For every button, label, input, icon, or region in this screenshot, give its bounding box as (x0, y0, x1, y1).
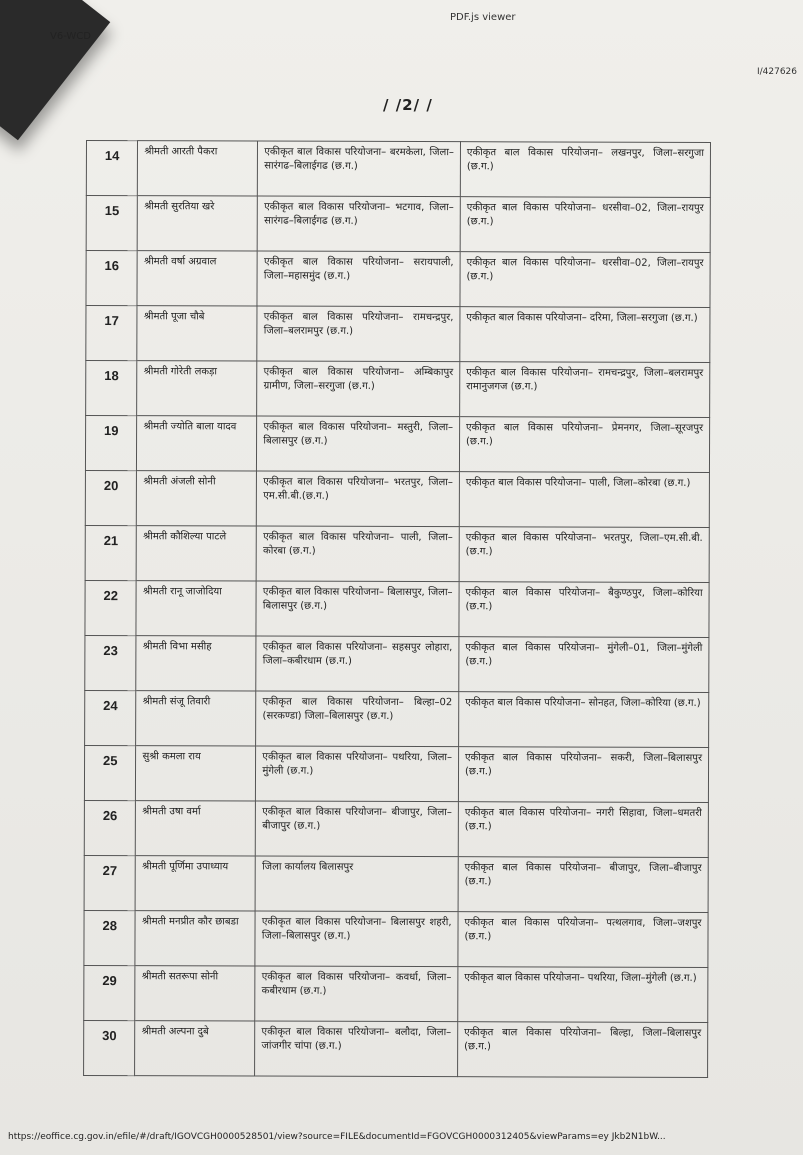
transfer-table (83, 140, 711, 1078)
new-posting: एकीकृत बाल विकास परियोजना– सकरी, जिला–बिलासपुर (छ.ग.) (458, 747, 708, 803)
serial-number: 26 (84, 800, 136, 855)
new-posting: एकीकृत बाल विकास परियोजना– नगरी सिहावा, जिला–धमतरी (छ.ग.) (458, 802, 708, 858)
serial-number: 30 (84, 1020, 136, 1075)
new-posting: एकीकृत बाल विकास परियोजना– मुंगेली–01, जिला–मुंगेली (छ.ग.) (459, 637, 709, 693)
serial-number: 25 (84, 745, 136, 800)
current-posting: एकीकृत बाल विकास परियोजना– बीजापुर, जिला–बीजापुर (छ.ग.) (256, 801, 459, 857)
current-posting: एकीकृत बाल विकास परियोजना– बलौदा, जिला–जांजगीर चांपा (छ.ग.) (255, 1021, 458, 1077)
table-row (86, 251, 710, 308)
table-row (85, 580, 709, 637)
table-row (86, 361, 710, 418)
current-posting: एकीकृत बाल विकास परियोजना– पथरिया, जिला–मुंगेली (छ.ग.) (256, 746, 459, 802)
employee-name: श्रीमती मनप्रीत कौर छाबडा (135, 911, 255, 966)
serial-number: 27 (84, 855, 136, 910)
page-number: / /2/ / (383, 96, 433, 114)
new-posting: एकीकृत बाल विकास परियोजना– सोनहत, जिला–कोरिया (छ.ग.) (459, 692, 709, 748)
new-posting: एकीकृत बाल विकास परियोजना– प्रेमनगर, जिला–सूरजपुर (छ.ग.) (459, 417, 709, 473)
current-posting: एकीकृत बाल विकास परियोजना– सरायपाली, जिला–महासमुंद (छ.ग.) (257, 251, 460, 307)
table-row (86, 141, 710, 198)
serial-number: 22 (85, 580, 137, 635)
footer-url: https://eoffice.cg.gov.in/efile/#/draft/IGOVCGH0000528501/view?source=FILE&documentId=FGOVCGH0000312405&viewParams=ey Jkb2N1bW... (8, 1132, 666, 1142)
table-row (84, 855, 708, 912)
employee-name: श्रीमती आरती पैकरा (138, 141, 258, 196)
employee-name: श्रीमती रानू जाजोदिया (136, 581, 256, 636)
new-posting: एकीकृत बाल विकास परियोजना– दरिमा, जिला–सरगुजा (छ.ग.) (460, 307, 710, 363)
new-posting: एकीकृत बाल विकास परियोजना– रामचन्द्रपुर, जिला–बलरामपुर रामानुजगज (छ.ग.) (460, 362, 710, 418)
employee-name: श्रीमती अंजली सोनी (137, 471, 257, 526)
serial-number: 20 (85, 470, 137, 525)
transfer-table-body (84, 141, 711, 1078)
new-posting: एकीकृत बाल विकास परियोजना– बैकुण्ठपुर, जिला–कोरिया (छ.ग.) (459, 582, 709, 638)
table-row (85, 690, 709, 747)
new-posting: एकीकृत बाल विकास परियोजना– पत्थलगाव, जिला–जशपुर (छ.ग.) (458, 912, 708, 968)
current-posting: एकीकृत बाल विकास परियोजना– भरतपुर, जिला–एम.सी.बी.(छ.ग.) (257, 471, 460, 527)
employee-name: श्रीमती ज्योति बाला यादव (137, 416, 257, 471)
new-posting: एकीकृत बाल विकास परियोजना– बिल्हा, जिला–बिलासपुर (छ.ग.) (458, 1022, 708, 1078)
new-posting: एकीकृत बाल विकास परियोजना– भरतपुर, जिला–एम.सी.बी. (छ.ग.) (459, 527, 709, 583)
serial-number: 19 (85, 416, 137, 471)
serial-number: 28 (84, 910, 136, 965)
table-row (84, 800, 708, 857)
new-posting: एकीकृत बाल विकास परियोजना– लखनपुर, जिला–सरगुजा (छ.ग.) (460, 142, 710, 198)
table-row (85, 416, 709, 473)
employee-name: श्रीमती विभा मसीह (136, 636, 256, 691)
employee-name: श्रीमती गोरेती लकड़ा (137, 361, 257, 416)
current-posting: एकीकृत बाल विकास परियोजना– भटगाव, जिला–सारंगढ–बिलाईगढ (छ.ग.) (258, 196, 461, 252)
employee-name: श्रीमती सुरतिया खरे (138, 196, 258, 251)
serial-number: 17 (86, 306, 138, 361)
employee-name: श्रीमती सतरूपा सोनी (135, 966, 255, 1021)
current-posting: एकीकृत बाल विकास परियोजना– बरमकेला, जिला– सारंगढ–बिलाईगढ (छ.ग.) (258, 141, 461, 197)
corner-shadow (0, 0, 110, 140)
table-row (84, 1020, 708, 1077)
employee-name: श्रीमती अल्पना दुबे (135, 1021, 255, 1076)
current-posting: एकीकृत बाल विकास परियोजना– रामचन्द्रपुर, जिला–बलरामपुर (छ.ग.) (257, 306, 460, 362)
current-posting: एकीकृत बाल विकास परियोजना– मस्तुरी, जिला–बिलासपुर (छ.ग.) (257, 416, 460, 472)
reference-number: I/427626 (756, 67, 797, 77)
new-posting: एकीकृत बाल विकास परियोजना– धरसीवा–02, जिला–रायपुर (छ.ग.) (460, 252, 710, 308)
new-posting: एकीकृत बाल विकास परियोजना– पाली, जिला–कोरबा (छ.ग.) (459, 472, 709, 528)
new-posting: एकीकृत बाल विकास परियोजना– बीजापुर, जिला–बीजापुर (छ.ग.) (458, 857, 708, 913)
serial-number: 18 (86, 361, 138, 416)
table-row (85, 525, 709, 582)
serial-number: 15 (86, 196, 138, 251)
employee-name: श्रीमती कौशिल्या पाटले (137, 526, 257, 581)
current-posting: एकीकृत बाल विकास परियोजना– सहसपुर लोहारा, जिला–कबीरधाम (छ.ग.) (256, 636, 459, 692)
new-posting: एकीकृत बाल विकास परियोजना– धरसीवा–02, जिला–रायपुर (छ.ग.) (460, 197, 710, 253)
viewer-title: PDF.js viewer (450, 12, 516, 23)
current-posting: एकीकृत बाल विकास परियोजना– बिलासपुर, जिला– बिलासपुर (छ.ग.) (256, 581, 459, 637)
current-posting: एकीकृत बाल विकास परियोजना– कवर्धा, जिला–कबीरधाम (छ.ग.) (255, 966, 458, 1022)
serial-number: 29 (84, 965, 136, 1020)
table-row (85, 635, 709, 692)
employee-name: सुश्री कमला राय (136, 746, 256, 801)
table-row (86, 306, 710, 363)
current-posting: एकीकृत बाल विकास परियोजना– पाली, जिला–कोरबा (छ.ग.) (256, 526, 459, 582)
employee-name: श्रीमती उषा वर्मा (136, 801, 256, 856)
table-row (84, 965, 708, 1022)
employee-name: श्रीमती पूजा चौबे (137, 306, 257, 361)
table-row (84, 745, 708, 802)
employee-name: श्रीमती संजू तिवारी (136, 691, 256, 746)
current-posting: एकीकृत बाल विकास परियोजना– बिलासपुर शहरी, जिला–बिलासपुर (छ.ग.) (255, 911, 458, 967)
current-posting: एकीकृत बाल विकास परियोजना– बिल्हा–02 (सरकण्डा) जिला–बिलासपुर (छ.ग.) (256, 691, 459, 747)
serial-number: 21 (85, 525, 137, 580)
header-top-left: V6-WCD (50, 31, 91, 42)
current-posting: जिला कार्यालय बिलासपुर (255, 856, 458, 912)
serial-number: 16 (86, 251, 138, 306)
new-posting: एकीकृत बाल विकास परियोजना– पथरिया, जिला–मुंगेली (छ.ग.) (458, 967, 708, 1023)
table-row (86, 196, 710, 253)
table-row (84, 910, 708, 967)
serial-number: 24 (85, 690, 137, 745)
serial-number: 23 (85, 635, 137, 690)
employee-name: श्रीमती वर्षा अग्रवाल (137, 251, 257, 306)
transfer-table-wrapper (83, 140, 711, 1078)
table-row (85, 470, 709, 527)
serial-number: 14 (86, 141, 138, 196)
current-posting: एकीकृत बाल विकास परियोजना– अम्बिकापुर ग्रामीण, जिला–सरगुजा (छ.ग.) (257, 361, 460, 417)
employee-name: श्रीमती पूर्णिमा उपाध्याय (135, 856, 255, 911)
